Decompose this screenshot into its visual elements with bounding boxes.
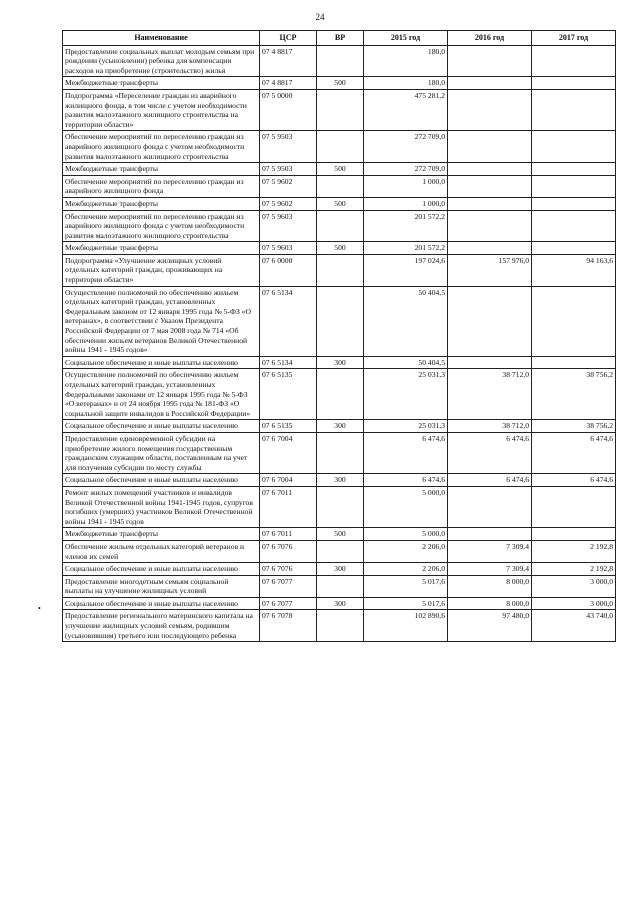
cell-2016 [448, 356, 532, 369]
cell-name: Межбюджетные трансферты [63, 528, 260, 541]
cell-vr: 300 [317, 563, 364, 576]
cell-vr: 500 [317, 528, 364, 541]
cell-2016: 6 474,6 [448, 474, 532, 487]
cell-name: Социальное обеспечение и иные выплаты населению [63, 563, 260, 576]
cell-2017 [532, 131, 616, 163]
cell-csr: 07 6 7077 [260, 597, 317, 610]
cell-vr: 500 [317, 242, 364, 255]
cell-2017: 38 756,2 [532, 369, 616, 420]
cell-2017: 3 000,0 [532, 575, 616, 597]
cell-2015: 6 474,6 [364, 474, 448, 487]
cell-2016: 157 976,0 [448, 254, 532, 286]
cell-2015: 102 890,6 [364, 610, 448, 642]
table-row [63, 486, 616, 527]
cell-name: Обеспечение жильем отдельных категорий ветеранов и членов их семей [63, 540, 260, 562]
cell-2016 [448, 528, 532, 541]
cell-2015: 25 031,3 [364, 420, 448, 433]
cell-2017 [532, 175, 616, 197]
cell-name: Подпрограмма «Улучшение жилищных условий отдельных категорий граждан, проживающих на территории области» [63, 254, 260, 286]
cell-name: Обеспечение мероприятий по переселению граждан из аварийного жилищного фонда с учетом необходимости развития малоэтажного жилищного строительства [63, 210, 260, 242]
cell-csr: 07 5 9602 [260, 197, 317, 210]
cell-2016 [448, 89, 532, 130]
cell-2016 [448, 77, 532, 90]
table-row [63, 89, 616, 130]
table-row [63, 45, 616, 77]
cell-2017 [532, 89, 616, 130]
margin-mark: • [38, 604, 41, 613]
cell-csr: 07 5 9503 [260, 131, 317, 163]
table-row [63, 175, 616, 197]
table-row [63, 197, 616, 210]
cell-csr: 07 5 9603 [260, 242, 317, 255]
table-row [63, 286, 616, 356]
cell-2015: 272 709,0 [364, 163, 448, 176]
cell-vr [317, 131, 364, 163]
cell-csr: 07 6 5135 [260, 420, 317, 433]
cell-vr [317, 254, 364, 286]
cell-2016 [448, 286, 532, 356]
cell-2017 [532, 210, 616, 242]
cell-vr [317, 540, 364, 562]
cell-2015: 5 017,6 [364, 597, 448, 610]
cell-name: Осуществление полномочий по обеспечению жильем отдельных категорий граждан, установленных Федеральным законом от 12 января 1995 года № 5-ФЗ «О ветеранах», в соответствии с Указом Президента Российской Федерации от 7 мая 2008 года № 714 «Об обеспечении жильем ветеранов Великой Отечественной войны 1941 - 1945 годов» [63, 286, 260, 356]
cell-2015: 201 572,2 [364, 210, 448, 242]
cell-name: Социальное обеспечение и иные выплаты населению [63, 597, 260, 610]
cell-name: Межбюджетные трансферты [63, 197, 260, 210]
cell-csr: 07 5 9503 [260, 163, 317, 176]
cell-vr [317, 89, 364, 130]
cell-name: Социальное обеспечение и иные выплаты населению [63, 474, 260, 487]
cell-vr: 500 [317, 77, 364, 90]
cell-2017 [532, 77, 616, 90]
cell-vr [317, 432, 364, 473]
cell-2016 [448, 210, 532, 242]
cell-2016 [448, 131, 532, 163]
cell-2015: 201 572,2 [364, 242, 448, 255]
cell-csr: 07 6 7011 [260, 486, 317, 527]
cell-vr: 500 [317, 163, 364, 176]
cell-2015: 5 017,6 [364, 575, 448, 597]
column-header-2017: 2017 год [532, 31, 616, 46]
cell-2016: 38 712,0 [448, 420, 532, 433]
cell-2017 [532, 163, 616, 176]
table-row [63, 597, 616, 610]
cell-2017 [532, 528, 616, 541]
cell-2017 [532, 286, 616, 356]
cell-2015: 197 024,6 [364, 254, 448, 286]
cell-csr: 07 5 9602 [260, 175, 317, 197]
cell-csr: 07 6 5134 [260, 356, 317, 369]
cell-vr: 300 [317, 474, 364, 487]
cell-2015: 180,0 [364, 77, 448, 90]
cell-vr [317, 369, 364, 420]
cell-2016: 8 000,0 [448, 575, 532, 597]
cell-2015: 50 404,5 [364, 356, 448, 369]
cell-2017 [532, 486, 616, 527]
cell-vr [317, 210, 364, 242]
cell-2017 [532, 356, 616, 369]
cell-csr: 07 6 7076 [260, 540, 317, 562]
table-row [63, 563, 616, 576]
cell-csr: 07 6 7076 [260, 563, 317, 576]
cell-csr: 07 6 7004 [260, 474, 317, 487]
table-row [63, 210, 616, 242]
cell-2015: 25 031,3 [364, 369, 448, 420]
cell-name: Межбюджетные трансферты [63, 163, 260, 176]
cell-2017 [532, 197, 616, 210]
table-row [63, 242, 616, 255]
cell-2017 [532, 242, 616, 255]
cell-2015: 1 000,0 [364, 175, 448, 197]
cell-2015: 6 474,6 [364, 432, 448, 473]
cell-name: Обеспечение мероприятий по переселению граждан из аварийного жилищного фонда [63, 175, 260, 197]
table-row [63, 540, 616, 562]
cell-2017: 43 740,0 [532, 610, 616, 642]
cell-2017: 2 192,8 [532, 563, 616, 576]
cell-vr: 300 [317, 597, 364, 610]
table-row [63, 77, 616, 90]
cell-2016: 38 712,0 [448, 369, 532, 420]
cell-2015: 1 000,0 [364, 197, 448, 210]
cell-2016 [448, 486, 532, 527]
cell-2016 [448, 175, 532, 197]
cell-2017: 94 163,6 [532, 254, 616, 286]
cell-vr: 500 [317, 197, 364, 210]
cell-csr: 07 5 9603 [260, 210, 317, 242]
cell-vr [317, 610, 364, 642]
table-row [63, 575, 616, 597]
cell-csr: 07 5 0000 [260, 89, 317, 130]
table-row [63, 474, 616, 487]
cell-2015: 180,0 [364, 45, 448, 77]
cell-name: Предоставление многодетным семьям социальной выплаты на улучшение жилищных условий [63, 575, 260, 597]
cell-csr: 07 6 7078 [260, 610, 317, 642]
cell-2015: 2 206,0 [364, 540, 448, 562]
cell-vr [317, 575, 364, 597]
cell-vr [317, 45, 364, 77]
cell-2017: 2 192,8 [532, 540, 616, 562]
cell-name: Социальное обеспечение и иные выплаты населению [63, 420, 260, 433]
table-row [63, 369, 616, 420]
table-row [63, 610, 616, 642]
cell-2017: 38 756,2 [532, 420, 616, 433]
cell-2017: 3 000,0 [532, 597, 616, 610]
column-header-csr: ЦСР [260, 31, 317, 46]
cell-name: Подпрограмма «Переселение граждан из аварийного жилищного фонда, в том числе с учетом необходимости развития малоэтажного жилищного строительства на территории области» [63, 89, 260, 130]
cell-name: Обеспечение мероприятий по переселению граждан из аварийного жилищного фонда с учетом необходимости развития малоэтажного жилищного строительства [63, 131, 260, 163]
cell-2016: 7 309,4 [448, 540, 532, 562]
table-header-row [63, 31, 616, 46]
cell-csr: 07 6 7011 [260, 528, 317, 541]
cell-vr [317, 486, 364, 527]
cell-name: Межбюджетные трансферты [63, 77, 260, 90]
table-row [63, 356, 616, 369]
cell-vr: 300 [317, 420, 364, 433]
cell-name: Социальное обеспечение и иные выплаты населению [63, 356, 260, 369]
table-row [63, 131, 616, 163]
cell-vr [317, 175, 364, 197]
cell-2015: 475 281,2 [364, 89, 448, 130]
cell-csr: 07 6 7077 [260, 575, 317, 597]
cell-vr: 300 [317, 356, 364, 369]
cell-csr: 07 6 5134 [260, 286, 317, 356]
cell-name: Предоставление социальных выплат молодым семьям при рождении (усыновлении) ребенка для компенсации расходов на приобретение (строительство) жилья [63, 45, 260, 77]
cell-2015: 2 206,0 [364, 563, 448, 576]
cell-name: Осуществление полномочий по обеспечению жильем отдельных категорий граждан, установленных Федеральными законами от 12 января 1995 года № 5-ФЗ «О ветеранах» и от 24 ноября 1995 года № 181-ФЗ «О социальной защите инвалидов в Российской Федерации» [63, 369, 260, 420]
cell-2016: 8 000,0 [448, 597, 532, 610]
table-row [63, 163, 616, 176]
cell-2017: 6 474,6 [532, 432, 616, 473]
cell-2015: 5 000,0 [364, 528, 448, 541]
column-header-name: Наименование [63, 31, 260, 46]
table-row [63, 528, 616, 541]
budget-table [62, 30, 616, 642]
cell-2016 [448, 242, 532, 255]
cell-csr: 07 4 8817 [260, 77, 317, 90]
cell-2017 [532, 45, 616, 77]
cell-csr: 07 6 5135 [260, 369, 317, 420]
cell-2016 [448, 45, 532, 77]
cell-2015: 50 404,5 [364, 286, 448, 356]
cell-2016 [448, 163, 532, 176]
cell-name: Межбюджетные трансферты [63, 242, 260, 255]
table-row [63, 432, 616, 473]
table-row [63, 420, 616, 433]
cell-csr: 07 6 0000 [260, 254, 317, 286]
cell-2016: 7 309,4 [448, 563, 532, 576]
column-header-2016: 2016 год [448, 31, 532, 46]
cell-2016: 6 474,6 [448, 432, 532, 473]
cell-csr: 07 6 7004 [260, 432, 317, 473]
table-body [63, 45, 616, 642]
column-header-2015: 2015 год [364, 31, 448, 46]
cell-2016: 97 480,0 [448, 610, 532, 642]
cell-2017: 6 474,6 [532, 474, 616, 487]
cell-2016 [448, 197, 532, 210]
table-row [63, 254, 616, 286]
page-number: 24 [315, 12, 325, 22]
cell-name: Предоставление единовременной субсидии на приобретение жилого помещения государственным гражданским служащим области, поставленным на учет для получения субсидии по месту службы [63, 432, 260, 473]
cell-name: Ремонт жилых помещений участников и инвалидов Великой Отечественной войны 1941-1945 годов, супругов погибших (умерших) участников Великой Отечественной войны 1941 - 1945 годов [63, 486, 260, 527]
cell-2015: 272 709,0 [364, 131, 448, 163]
cell-csr: 07 4 8817 [260, 45, 317, 77]
cell-vr [317, 286, 364, 356]
cell-name: Предоставление регионального материнского капитала на улучшение жилищных условий семьям, родившим (усыновившим) третьего или последующего ребенка [63, 610, 260, 642]
column-header-vr: ВР [317, 31, 364, 46]
cell-2015: 5 000,0 [364, 486, 448, 527]
